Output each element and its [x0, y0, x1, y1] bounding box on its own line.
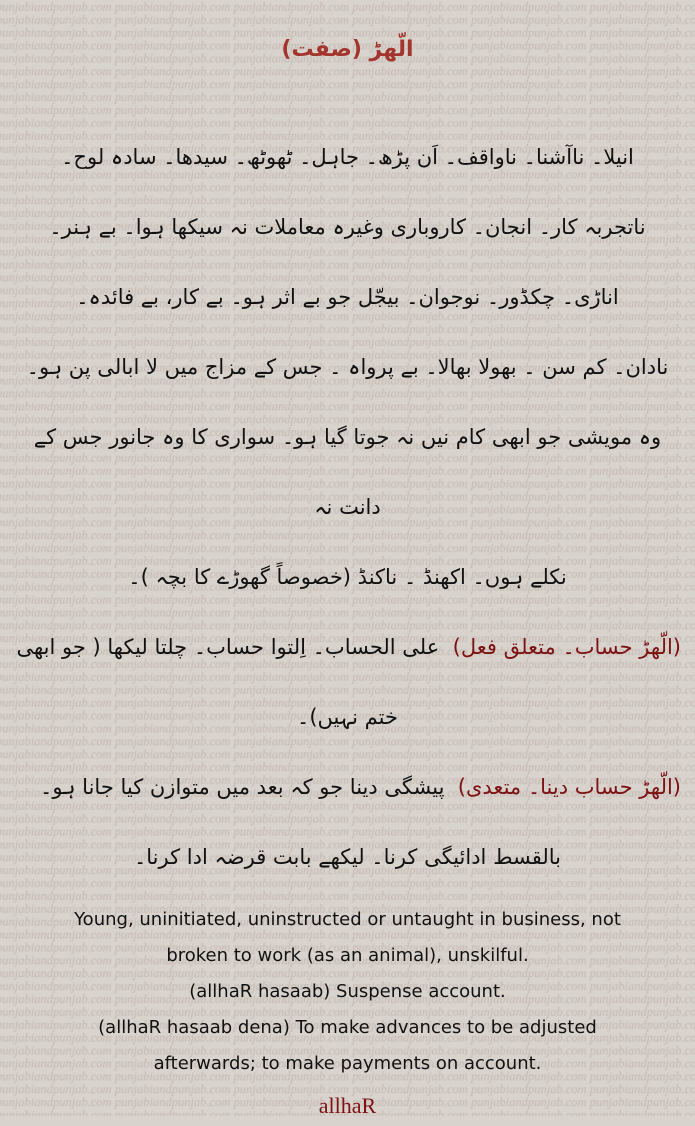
urdu-definition-line: وہ مویشی جو ابھی کام نیں نہ جوتا گیا ہو۔ سواری کا وہ جانور جس کے دانت نہ: [33, 425, 662, 519]
phrase-2-text: پیشگی دینا جو کہ بعد میں متوازن کیا جانا ہو۔: [40, 775, 445, 799]
english-phrase-line: (allhaR hasaab) Suspense account.: [189, 981, 506, 1002]
english-phrase-line: afterwards; to make payments on account.: [153, 1053, 542, 1074]
english-definition: [14, 902, 681, 1082]
urdu-definition-line: اناڑی۔ چکڈور۔ نوجوان۔ بیجّل جو بے اثر ہو۔ بے کار، بے فائدہ۔: [76, 285, 619, 309]
phrase-2-label: (الّھڑ حساب دینا۔ متعدی): [457, 775, 681, 799]
phrase-1-label: (الّھڑ حساب۔ متعلق فعل): [452, 635, 681, 659]
phrase-1-text: علی الحساب۔ اِلتوا حساب۔ چلتا لیکھا ( جو ابھی: [16, 635, 440, 659]
english-definition-line: Young, uninitiated, uninstructed or untaught in business, not: [74, 909, 621, 930]
urdu-definition-line: نکلے ہوں۔ اکھنڈ ۔ ناکنڈ (خصوصاً گھوڑے کا بچہ )۔: [128, 565, 567, 589]
urdu-definition-line: ناتجربہ کار۔ انجان۔ کاروباری وغیرہ معاملات نہ سیکھا ہوا۔ بے ہنر۔: [49, 215, 646, 239]
english-definition-line: broken to work (as an animal), unskilful.: [166, 945, 529, 966]
headword-title: الّھڑ (صفت): [281, 37, 414, 62]
transliteration-footer: allhaR: [318, 1093, 377, 1118]
english-phrase-line: (allhaR hasaab dena) To make advances to be adjusted: [98, 1017, 597, 1038]
phrase-1-line: [14, 612, 681, 682]
phrase-1-line-2: ختم نہیں)۔: [297, 705, 398, 729]
phrase-2-line-2: بالقسط ادائیگی کرنا۔ لیکھے بابت قرضہ ادا کرنا۔: [133, 845, 562, 869]
urdu-definition-line: نادان۔ کم سن ۔ بھولا بھالا۔ بے پرواہ ۔ جس کے مزاج میں لا ابالی پن ہو۔: [26, 355, 669, 379]
phrase-2-line: [14, 752, 681, 822]
urdu-definition-line: انیلا۔ ناآشنا۔ ناواقف۔ اَن پڑھ۔ جاہل۔ ٹھوٹھ۔ سیدھا۔ سادہ لوح۔: [61, 145, 634, 169]
